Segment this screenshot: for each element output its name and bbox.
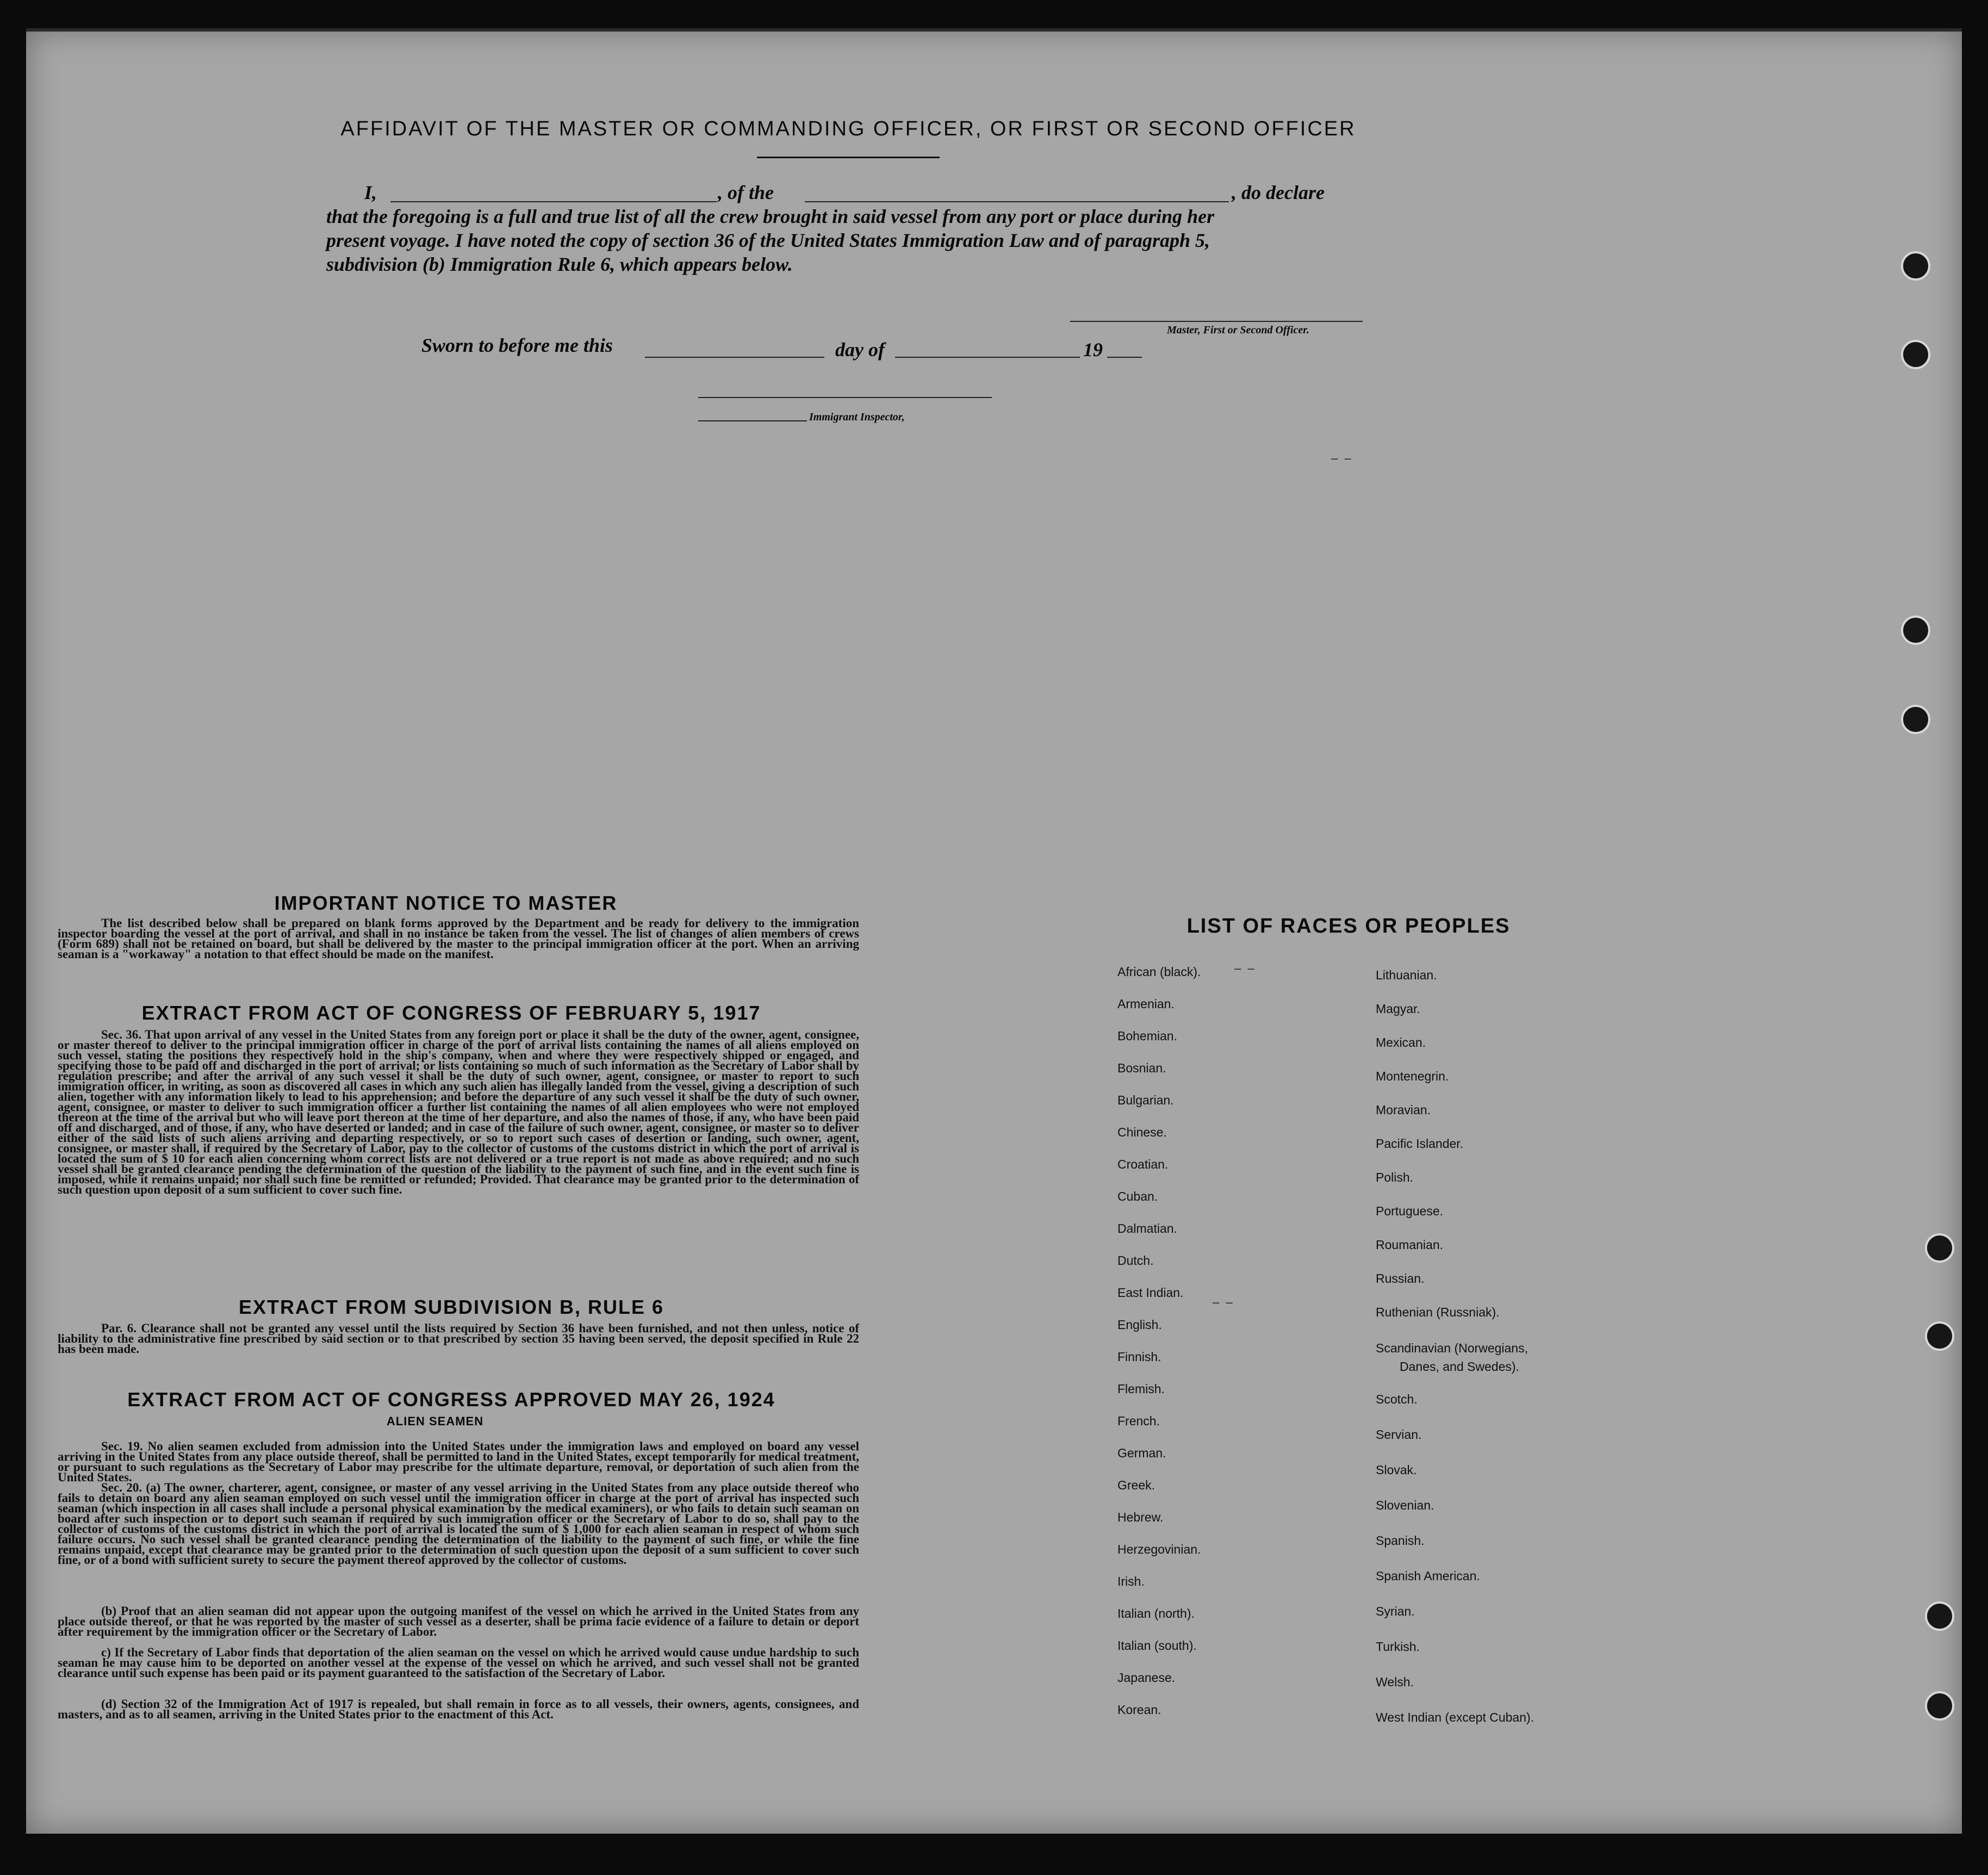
punch-hole <box>1925 1321 1954 1351</box>
race-item: Syrian. <box>1376 1604 1415 1618</box>
race-item: German. <box>1117 1446 1166 1460</box>
inspector-label: Immigrant Inspector, <box>809 411 905 423</box>
race-item: Danes, and Swedes). <box>1400 1359 1519 1374</box>
of-the-label: , of the <box>718 182 774 203</box>
affidavit-line-2: that the foregoing is a full and true list of all the crew brought in said vessel from any port or place during her <box>326 206 1215 227</box>
race-item: Turkish. <box>1376 1640 1420 1654</box>
extract-1924-title: EXTRACT FROM ACT OF CONGRESS APPROVED MAY 26, 1924 <box>127 1388 775 1411</box>
race-item: Bohemian. <box>1117 1029 1177 1043</box>
race-item: Chinese. <box>1117 1125 1167 1139</box>
rule-6-title: EXTRACT FROM SUBDIVISION B, RULE 6 <box>238 1296 664 1318</box>
master-signature-label: Master, First or Second Officer. <box>1167 324 1309 336</box>
race-item: Hebrew. <box>1117 1510 1164 1524</box>
race-item: Greek. <box>1117 1478 1155 1492</box>
race-item: Polish. <box>1376 1170 1414 1184</box>
day-of-label: day of <box>835 339 885 361</box>
race-item: French. <box>1117 1414 1160 1428</box>
year-blank <box>1107 357 1142 358</box>
race-item: Bosnian. <box>1117 1061 1166 1075</box>
race-item: Irish. <box>1117 1574 1145 1588</box>
race-item: Croatian. <box>1117 1157 1169 1171</box>
dash-mark: – – <box>1213 1295 1233 1309</box>
race-item: Flemish. <box>1117 1382 1165 1396</box>
extract-1917-body: Sec. 36. That upon arrival of any vessel in the United States from any foreign port or place it shall be the duty of the owner, agent, consignee, or master thereof to deliver to the principal immigration officer in charge of the port of arrival lists containing the names of all aliens employed on such vessel, stating the positions they respectively hold in the ship's company, when and where they were respectively shipped or engaged, and specifying those to be paid off and discharged in the port of arrival; or lists containing so much of such information as the Secretary of Labor shall by regulation prescribe; and after the arrival of any such vessel it shall be the duty of such owner, agent, consignee, or master to report to such immigration officer, in writing, as soon as discovered all cases in which any such alien has illegally landed from the vessel, giving a description of such alien, together with any information likely to lead to his apprehension; and before the departure of any such vessel it shall be the duty of such owner, agent, consignee, or master to deliver to such immigration officer a further list containing the names of all alien employees who were not employed thereon at the time of the arrival but who will leave port thereon at the time of her departure, and also the names of those, if any, who have been paid off and discharged, and of those, if any, who have deserted or landed; and in case of the failure of such owner, agent, consignee, or master so to deliver either of the said lists of such aliens arriving and departing respectively, or so to report such cases of desertion or landing, such owner, agent, consignee, or master shall, if required by the Secretary of Labor, pay to the collector of customs of the customs district in which the port of arrival is located the sum of $ 10 for each alien concerning whom correct lists are not delivered or a true report is not made as above required; and no such vessel shall be granted clearance pending the determination of the question of the liability to the payment of such fine, and in the event such fine is imposed, while it remains unpaid; nor shall such fine be remitted or refunded; Provided. That clearance may be granted prior to the determination of such question upon deposit of a sum sufficient to cover such fine. <box>58 1028 859 1196</box>
punch-hole <box>1901 616 1930 645</box>
race-item: Roumanian. <box>1376 1238 1444 1252</box>
master-signature-line <box>1070 321 1363 322</box>
i-label: I, <box>364 182 377 203</box>
race-item: Slovak. <box>1376 1463 1417 1477</box>
race-item: Armenian. <box>1117 997 1175 1011</box>
affidavit-title: AFFIDAVIT OF THE MASTER OR COMMANDING OFFICER, OR FIRST OR SECOND OFFICER <box>340 117 1356 140</box>
race-item: Bulgarian. <box>1117 1093 1174 1107</box>
punch-hole <box>1925 1691 1954 1721</box>
race-item: Servian. <box>1376 1427 1422 1442</box>
month-blank <box>895 357 1080 358</box>
inspector-signature-line <box>698 397 992 398</box>
top-edge <box>26 28 1962 32</box>
punch-hole <box>1901 340 1930 369</box>
race-item: East Indian. <box>1117 1286 1184 1300</box>
dash-mark: – – <box>1234 961 1254 975</box>
race-item: Mexican. <box>1376 1035 1426 1050</box>
affidavit-line-3: present voyage. I have noted the copy of section 36 of the United States Immigration Law and of paragraph 5, <box>326 229 1210 251</box>
notice-title: IMPORTANT NOTICE TO MASTER <box>274 892 618 914</box>
race-item: English. <box>1117 1318 1162 1332</box>
race-item: Scotch. <box>1376 1392 1418 1406</box>
title-underline <box>757 157 940 158</box>
race-item: Korean. <box>1117 1703 1161 1717</box>
extract-1917-title: EXTRACT FROM ACT OF CONGRESS OF FEBRUARY 5, 1917 <box>141 1002 761 1024</box>
year-prefix: 19 <box>1083 339 1103 361</box>
race-item: Welsh. <box>1376 1675 1414 1689</box>
race-item: African (black). <box>1117 965 1201 979</box>
section-20b-text: (b) Proof that an alien seaman did not appear upon the outgoing manifest of the vessel on which he arrived in the United States from any place outside thereof, or that he was reported by the master of such vessel as a deserter, shall be prima facie evidence of a failure to detain or deport after requirement by the immigration officer or the Secretary of Labor. <box>58 1604 859 1638</box>
dash-mark: – – <box>1331 451 1351 465</box>
race-item: Slovenian. <box>1376 1498 1434 1512</box>
section-20d-text: (d) Section 32 of the Immigration Act of 1917 is repealed, but shall remain in force as to all vessels, their owners, agents, consignees, and masters, and as to all seamen, arriving in the United States prior to the enactment of this Act. <box>58 1697 859 1721</box>
race-item: Moravian. <box>1376 1103 1431 1117</box>
name-blank <box>390 201 717 202</box>
race-item: Pacific Islander. <box>1376 1137 1464 1151</box>
race-item: Finnish. <box>1117 1350 1161 1364</box>
race-item: Ruthenian (Russniak). <box>1376 1305 1500 1319</box>
race-item: Dalmatian. <box>1117 1221 1177 1235</box>
race-item: Magyar. <box>1376 1002 1420 1016</box>
vessel-blank <box>805 201 1229 202</box>
race-item: Cuban. <box>1117 1189 1158 1203</box>
punch-hole <box>1925 1601 1954 1631</box>
section-19-text: Sec. 19. No alien seamen excluded from admission into the United States under the immigration laws and employed on board any vessel arriving in the United States from any place outside thereof, shall be permitted to land in the United States, except temporarily for medical treatment, or pursuant to such regulations as the Secretary of Labor may prescribe for the ultimate departure, removal, or deportation of such alien from the United States. <box>58 1439 859 1484</box>
race-item: Italian (south). <box>1117 1638 1197 1653</box>
race-item: Japanese. <box>1117 1671 1176 1685</box>
section-20c-text: c) If the Secretary of Labor finds that deportation of the alien seaman on the vessel on which he arrived would cause undue hardship to such seaman he may cause him to be deported on another vessel at the expense of the vessel on which he arrived, and such vessel shall not be granted clearance until such expense has been paid or its payment guaranteed to the satisfaction of the Secretary of Labor. <box>58 1646 859 1680</box>
affidavit-line-4: subdivision (b) Immigration Rule 6, which appears below. <box>326 253 793 275</box>
sworn-label: Sworn to before me this <box>421 334 613 356</box>
race-item: Spanish American. <box>1376 1569 1480 1583</box>
race-item: West Indian (except Cuban). <box>1376 1710 1535 1724</box>
race-item: Montenegrin. <box>1376 1069 1449 1083</box>
race-item: Portuguese. <box>1376 1204 1444 1218</box>
race-item: Scandinavian (Norwegians, <box>1376 1341 1528 1355</box>
bleed-through-header <box>1414 82 1427 122</box>
section-20a-text: Sec. 20. (a) The owner, charterer, agent, consignee, or master of any vessel arriving in the United States from any place outside thereof who fails to detain on board any alien seaman employed on such vessel until the immigration officer in charge at the port of arrival has inspected such seaman (which inspection in all cases shall include a personal physical examination by the medical examiners), or who fails to detain such seaman on board after such inspection or to deport such seaman if required by such immigration officer or the Secretary of Labor to do so, shall pay to the collector of customs of the customs district in which the port of arrival is located the sum of $ 1,000 for each alien seaman in respect of whom such failure occurs. No such vessel shall be granted clearance pending the determination of the liability to the payment of such fine, or while the fine remains unpaid, except that clearance may be granted prior to the determination of such question upon the deposit of a sum sufficient to cover such fine, or of a bond with sufficient surety to secure the payment thereof approved by the collector of customs. <box>58 1481 859 1567</box>
notice-body: The list described below shall be prepared on blank forms approved by the Department and be ready for delivery to the immigration inspector boarding the vessel at the port of arrival, and shall in no instance be taken from the vessel. The list of changes of alien members of crews (Form 689) shall not be retained on board, but shall be delivered by the master to the principal immigration officer at the port. When an arriving seaman is a "workaway" a notation to that effect should be made on the manifest. <box>58 916 859 961</box>
race-item: Dutch. <box>1117 1253 1154 1268</box>
race-item: Lithuanian. <box>1376 968 1437 982</box>
race-item: Italian (north). <box>1117 1606 1195 1621</box>
race-item: Spanish. <box>1376 1533 1425 1548</box>
race-item: Russian. <box>1376 1271 1425 1286</box>
sworn-day-blank <box>645 357 824 358</box>
inspector-prefix-line <box>698 420 807 421</box>
punch-hole <box>1901 251 1930 281</box>
punch-hole <box>1925 1233 1954 1263</box>
rule-6-body: Par. 6. Clearance shall not be granted any vessel until the lists required by Section 36 have been furnished, and not then unless, notice of liability to the administrative fine prescribed by said section or to that prescribed by section 35 having been served, the deposit specified in Rule 22 has been made. <box>58 1321 859 1356</box>
alien-seamen-subtitle: ALIEN SEAMEN <box>386 1414 484 1428</box>
race-item: Herzegovinian. <box>1117 1542 1201 1556</box>
punch-hole <box>1901 705 1930 734</box>
races-list-title: LIST OF RACES OR PEOPLES <box>1186 915 1511 938</box>
do-declare-label: , do declare <box>1232 182 1325 203</box>
